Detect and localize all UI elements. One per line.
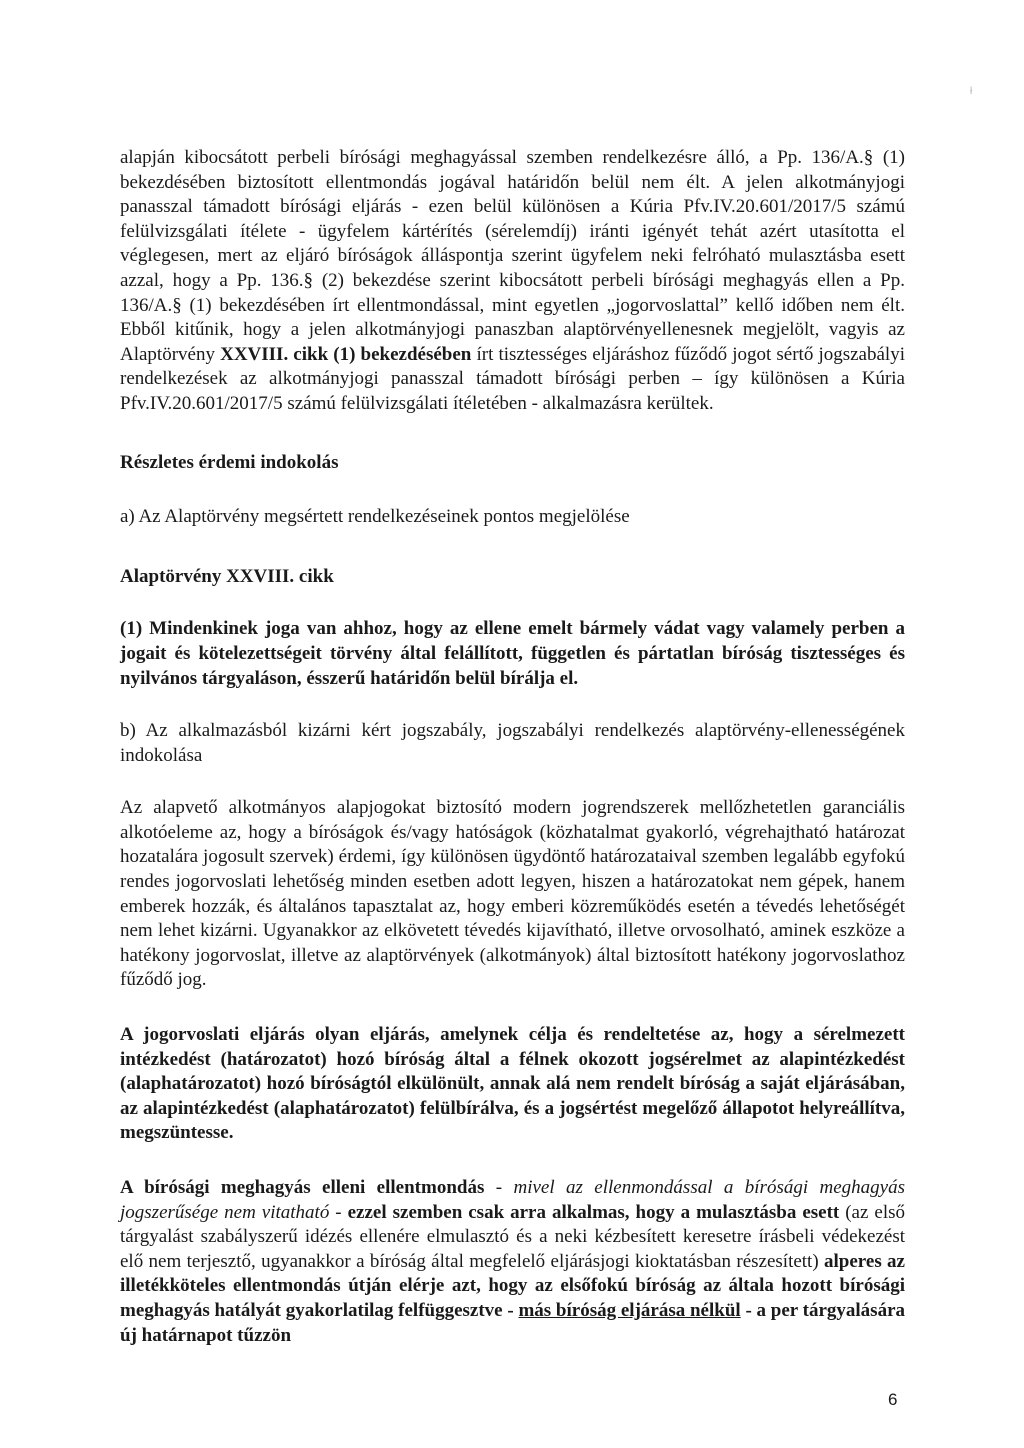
last-italic: mivel az ellenmondással a bírósági meghagyás jogszerűsége nem vitatható [120, 1177, 905, 1223]
last-paragraph [120, 1176, 905, 1348]
intro-text-1: alapján kibocsátott perbeli bírósági meghagyással szemben rendelkezésre álló, a Pp. 136/A.§ (1) bekezdésében biztosított ellentmondás jogával határidőn belül nem élt. A jelen alkotmányjogi panasszal támadott bírósági eljárás - ezen belül különösen a Kúria Pfv.IV.20.601/2017/5 számú felülvizsgálati ítélete - ügyfelem kártérítés (sérelemdíj) iránti igényét tehát azért utasította el véglegesen, mert az eljáró bíróságok álláspontja szerint ügyfelem neki felróható mulasztásba esett azzal, hogy a Pp. 136.§ (2) bekezdése szerint kibocsátott perbeli bírósági meghagyás ellen a Pp. 136/A.§ (1) bekezdésében írt ellentmondással, mint egyetlen „jogorvoslattal” kellő időben nem élt. Ebből kitűnik, hogy a jelen alkotmányjogi panaszban alaptörvényellenesnek megjelölt, vagyis az Alaptörvény [120, 147, 905, 365]
subsection-a: a) Az Alaptörvény megsértett rendelkezéseinek pontos megjelölése [120, 506, 630, 528]
intro-bold-reference: XXVIII. cikk (1) bekezdésében [220, 343, 472, 365]
last-text-2: - [329, 1201, 348, 1223]
last-bold-1: A bírósági meghagyás elleni ellentmondás [120, 1177, 485, 1198]
page-number: 6 [888, 1390, 898, 1409]
intro-text-2: írt tisztességes eljáráshoz fűződő jogot sértő jogszabályi rendelkezések az alkotmányjogi panasszal támadott bírósági perben – így különösen a Kúria Pfv.IV.20.601/2017/5 számú felülvizsgálati ítéletében - alkalmazásra kerültek. [120, 343, 905, 414]
last-underlined-text: más bíróság eljárása nélkül [518, 1299, 741, 1321]
section-heading-text: Részletes érdemi indokolás [120, 451, 339, 473]
definition-text: A jogorvoslati eljárás olyan eljárás, amelynek célja és rendeltetése az, hogy a sérelmezett intézkedést (határozatot) hozó bíróság által a félnek okozott jogsérelmet az alapintézkedést (alaphatározatot) hozó bíróságtól elkülönült, annak alá nem rendelt bíróság a saját eljárásában, az alapintézkedést (alaphatározatot) felülbírálva, és a jogsértést megelőző állapotot helyreállítva, megszüntesse. [120, 1024, 905, 1144]
last-text-1: - [484, 1177, 514, 1198]
article-quote-text: (1) Mindenkinek joga van ahhoz, hogy az ellene emelt bármely vádat vagy valamely perben a jogait és kötelezettségeit törvény által felállított, független és pártatlan bíróság tisztességes és nyilvános tárgyaláson, ésszerű határidőn belül bírálja el. [120, 618, 905, 689]
article-title [120, 565, 905, 590]
last-bold-4: - a per tárgyalására új határnapot tűzzön [120, 1299, 905, 1346]
last-bold-3: alperes az illetékköteles ellentmondás útján elérje azt, hogy az elsőfokú bíróság az általa hozott bírósági meghagyás hatályát gyakorlatilag felfüggesztve - [120, 1250, 905, 1321]
section-heading [120, 451, 905, 476]
scan-artifact: ł [970, 86, 973, 97]
subsection-b: b) Az alkalmazásból kizárni kért jogszabály, jogszabályi rendelkezés alaptörvény-ellenességének indokolása [120, 720, 905, 766]
last-text-3: (az első tárgyalást szabályszerű idézés ellenére elmulasztó és a neki kézbesített keresetre írásbeli védekezést elő nem terjesztő, ugyanakkor a bíróság által megfelelő eljárásjogi kioktatásban részesített) [120, 1201, 906, 1272]
last-underlined [518, 1300, 740, 1321]
definition-paragraph [120, 1023, 905, 1146]
last-bold-2: ezzel szemben csak arra alkalmas, hogy a mulasztásba esett [347, 1201, 840, 1223]
intro-paragraph [120, 146, 905, 417]
article-quote [120, 617, 905, 691]
document-page [120, 146, 905, 1348]
article-title-text: Alaptörvény XXVIII. cikk [120, 565, 334, 587]
body-paragraph: Az alapvető alkotmányos alapjogokat biztosító modern jogrendszerek mellőzhetetlen garanciális alkotóeleme az, hogy a bíróságok és/vagy hatóságok (közhatalmat gyakorló, végrehajtható határozat hozatalára jogosult szervek) érdemi, így különösen ügydöntő határozataival szemben legalább egyfokú rendes jogorvoslati lehetőség minden esetben adott legyen, hiszen a határozatokat nem gépek, hanem emberek hozzák, és általános tapasztalat az, hogy emberi közreműködés esetén a tévedés lehetőségét nem lehet kizárni. Ugyanakkor az elkövetett tévedés kijavítható, illetve orvosolható, aminek eszköze a hatékony jogorvoslat, illetve az alaptörvények (alkotmányok) által biztosított hatékony jogorvoslathoz fűződő jog. [120, 797, 905, 991]
